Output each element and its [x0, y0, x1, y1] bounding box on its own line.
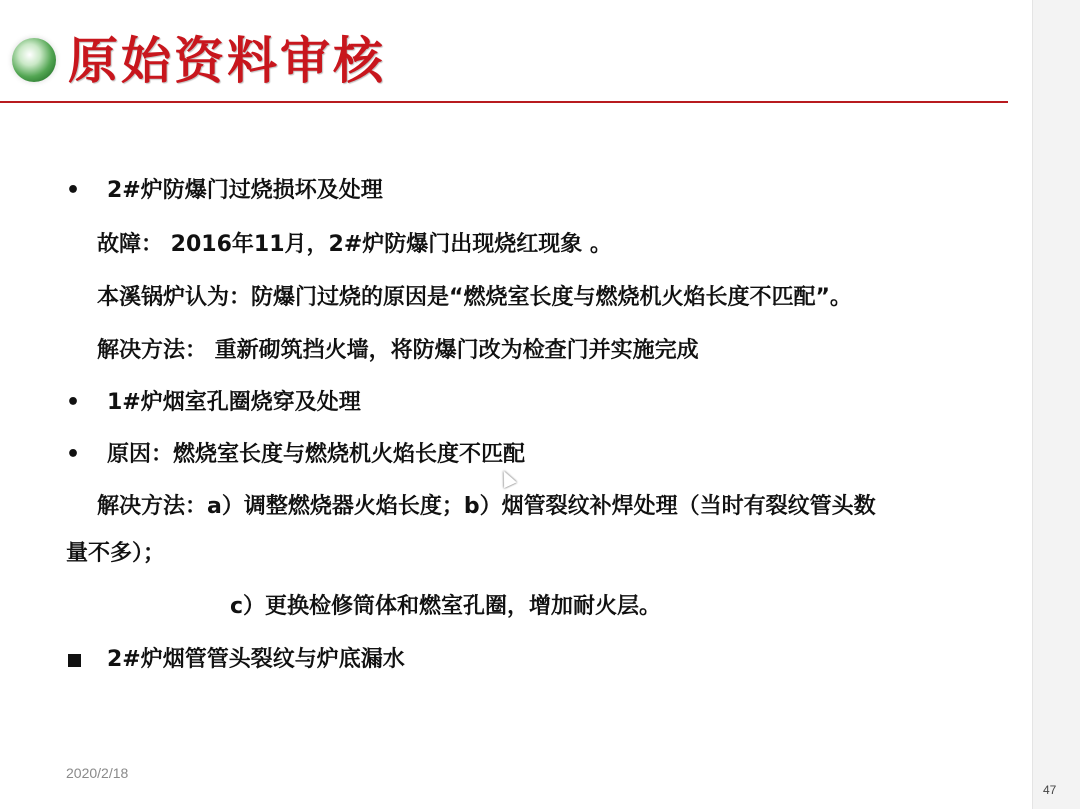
- bullet-dot-icon: •: [66, 390, 81, 415]
- solution-statement-2: 解决方法：a）调整燃烧器火焰长度；b）烟管裂纹补焊处理（当时有裂纹管头数: [97, 494, 876, 519]
- title-divider: [0, 101, 1008, 103]
- bullet-dot-icon: •: [66, 442, 81, 467]
- green-orb-icon: [12, 38, 56, 82]
- page-number: 47: [1043, 783, 1057, 797]
- bullet-item-2-tube-crack: 2#炉烟管管头裂纹与炉底漏水: [107, 647, 405, 672]
- mouse-pointer-icon: [497, 468, 516, 488]
- right-margin-strip: [1032, 0, 1080, 809]
- cause-statement-2: 原因：燃烧室长度与燃烧机火焰长度不匹配: [107, 442, 526, 467]
- solution-statement-2-c: c）更换检修筒体和燃室孔圈，增加耐火层。: [230, 594, 662, 619]
- bullet-dot-icon: •: [66, 178, 81, 203]
- square-bullet-icon: [68, 654, 81, 667]
- cause-statement: 本溪锅炉认为：防爆门过烧的原因是“燃烧室长度与燃烧机火焰长度不匹配”。: [97, 285, 852, 310]
- fault-description: 故障： 2016年11月，2#炉防爆门出现烧红现象 。: [97, 232, 612, 257]
- footer-date: 2020/2/18: [66, 765, 129, 781]
- solution-statement-1: 解决方法： 重新砌筑挡火墙，将防爆门改为检查门并实施完成: [97, 338, 699, 363]
- slide-title: 原始资料审核: [68, 32, 386, 90]
- solution-statement-2-cont: 量不多）；: [66, 541, 166, 566]
- bullet-item-2-furnace-door: 2#炉防爆门过烧损坏及处理: [107, 178, 383, 203]
- bullet-item-1-furnace-ring: 1#炉烟室孔圈烧穿及处理: [107, 390, 361, 415]
